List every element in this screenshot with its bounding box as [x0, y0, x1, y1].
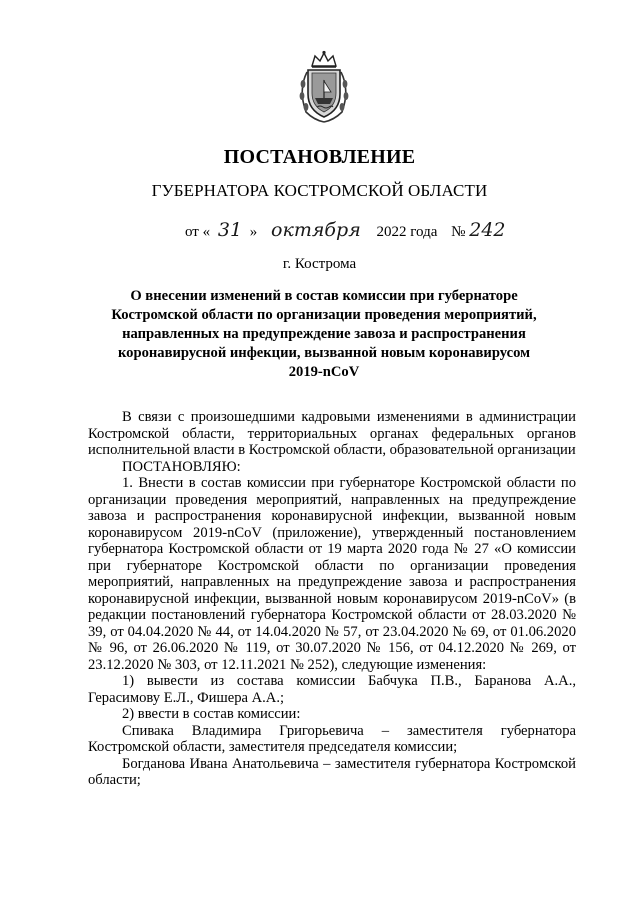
paragraph-item-1: 1. Внести в состав комиссии при губернаторе Костромской области по организации проведения мероприятий, направленных на предупреждение завоза и распространения коронавирусной инфекции, вызванной новым коронавирусом 2019-nCoV (приложение), утвержденный постановлением губернатора Костромской области от 19 марта 2020 года № 27 «О комиссии при губернаторе Костромской области по организации проведения мероприятий, направленных на предупреждение завоза и распространения коронавирусной инфекции, вызванной новым коронавирусом 2019-nCoV» (в редакции постановлений губернатора Костромской области от 28.03.2020 № 39, от 04.04.2020 № 44, от 14.04.2020 № 57, от 23.04.2020 № 69, от 01.06.2020 № 96, от 26.06.2020 № 119, от 30.07.2020 № 156, от 04.12.2020 № 269, от 23.12.2020 № 303, от 12.11.2021 № 252), следующие изменения:: [88, 475, 576, 673]
document-heading: О внесении изменений в состав комиссии при губернаторе Костромской области по организации проведения мероприятий, направленных на предупреждение завоза и распространения коронавирусной инфекции, вызванной новым коронавирусом 2019-nCoV: [111, 288, 537, 380]
date-mid: »: [249, 224, 258, 240]
issuer-subtitle: ГУБЕРНАТОРА КОСТРОМСКОЙ ОБЛАСТИ: [151, 181, 488, 200]
paragraph-member-2: Богданова Ивана Анатольевича – заместителя губернатора Костромской области;: [88, 755, 576, 788]
paragraph-subitem-1: 1) вывести из состава комиссии Бабчука П.В., Баранова А.А., Герасимову Е.Л., Фишера А.А.;: [88, 673, 576, 706]
date-prefix: от «: [185, 224, 211, 240]
date-month: октября: [271, 219, 361, 241]
date-line: [185, 219, 525, 241]
paragraph-preamble: В связи с произошедшими кадровыми изменениями в администрации Костромской области, территориальных органах федеральных органов исполнительной власти в Костромской области, образовательной организации: [88, 409, 576, 458]
date-day: 31: [217, 219, 243, 241]
paragraph-decree: ПОСТАНОВЛЯЮ:: [122, 458, 241, 475]
date-year: 2022 года: [376, 224, 438, 240]
city-line: г. Кострома: [282, 256, 357, 272]
paragraph-member-1: Спивака Владимира Григорьевича – заместителя губернатора Костромской области, заместителя председателя комиссии;: [88, 722, 576, 755]
coat-of-arms-emblem: [296, 50, 352, 124]
number-prefix: №: [451, 224, 466, 240]
document-body: [88, 409, 576, 789]
document-title: ПОСТАНОВЛЕНИЕ: [223, 146, 416, 168]
paragraph-subitem-2: 2) ввести в состав комиссии:: [122, 706, 301, 722]
document-number: 242: [469, 219, 506, 241]
